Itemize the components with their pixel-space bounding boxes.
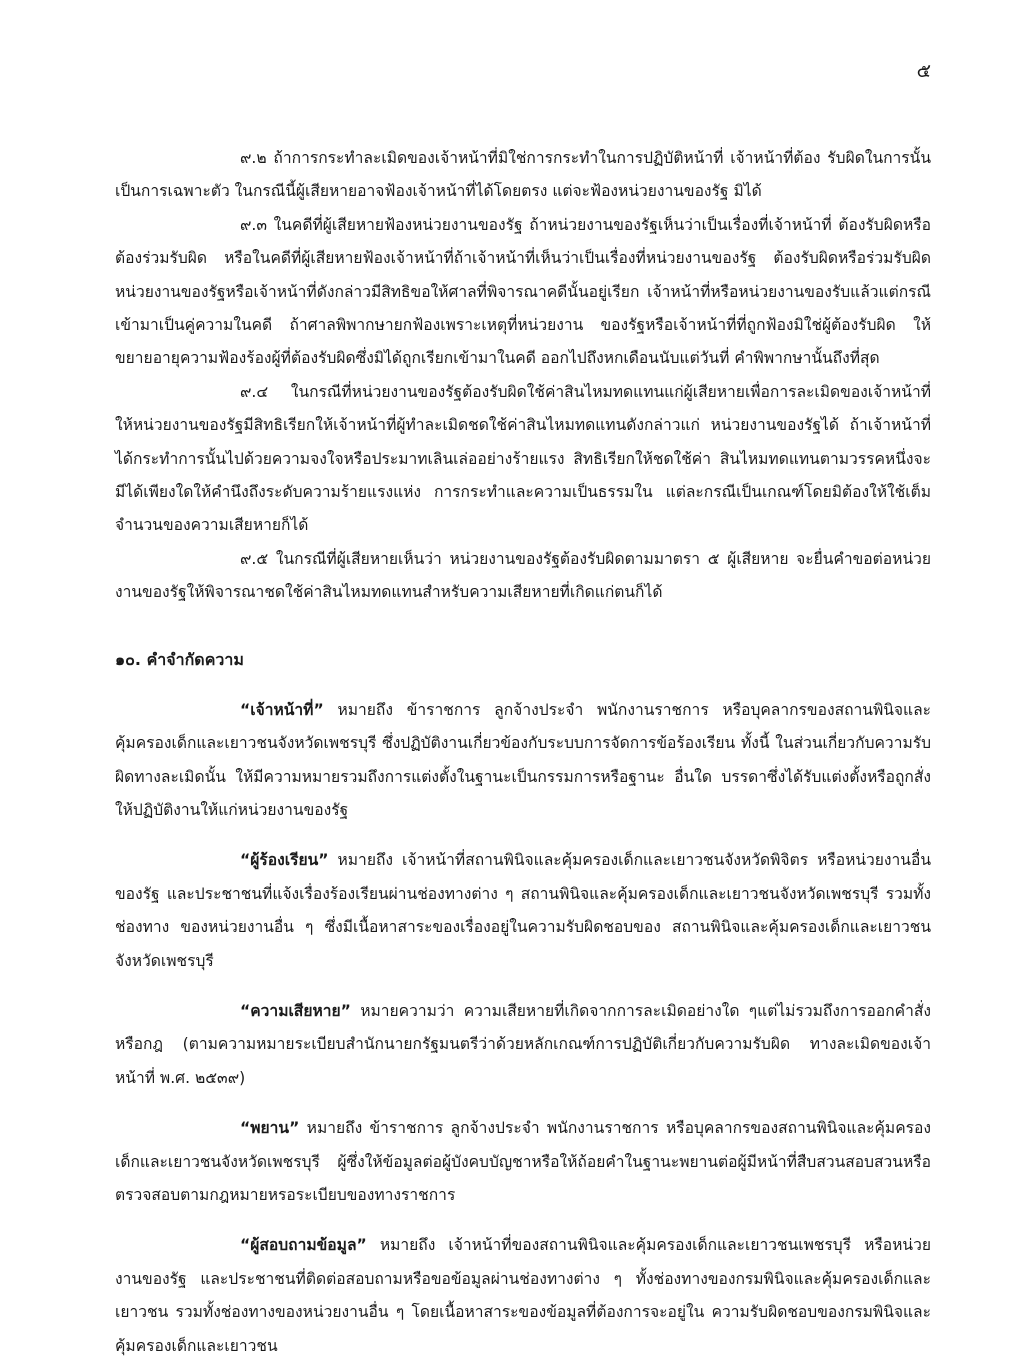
definition-damage — [115, 995, 931, 1095]
definition-text: หมายความว่า ความเสียหายที่เกิดจากการละเมิดอย่างใด ๆแต่ไม่รวมถึงการออกคำสั่งหรือกฎ (ตามความหมายระเบียบสำนักนายกรัฐมนตรีว่าด้วยหลักเกณฑ์การปฏิบัติเกี่ยวกับความรับผิด ทางละเมิดของเจ้าหน้าที่ พ.ศ. ๒๕๓๙) — [115, 1001, 931, 1087]
section-10-heading: ๑๐. คำจำกัดความ — [115, 649, 244, 669]
definition-text: หมายถึง ข้าราชการ ลูกจ้างประจำ พนักงานราชการ หรือบุคลากรของสถานพินิจและคุ้มครองเด็กและเยาวชนจังหวัดเพชรบุรี ผู้ซึ่งให้ข้อมูลต่อผู้บังคบบัญชาหรือให้ถ้อยคำในฐานะพยานต่อผู้มีหน้าที่สืบสวนสอบสวนหรือตรวจสอบตามกฎหมายหรอระเบียบของทางราชการ — [115, 1119, 931, 1204]
definition-text: หมายถึง ข้าราชการ ลูกจ้างประจำ พนักงานราชการ หรือบุคลากรของสถานพินิจและคุ้มครองเด็กและเยาวชนจังหวัดเพชรบุรี ซึ่งปฏิบัติงานเกี่ยวข้องกับระบบการจัดการข้อร้องเรียน ทั้งนี้ ในส่วนเกี่ยวกับความรับผิดทางละเมิดนั้น ให้มีความหมายรวมถึงการแต่งตั้งในฐานะเป็นกรรมการหรือฐานะ อื่นใด บรรดาซึ่งได้รับแต่งตั้งหรือถูกสั่งให้ปฏิบัติงานให้แก่หน่วยงานของรัฐ — [115, 700, 931, 819]
paragraph-9-2: ๙.๒ ถ้าการกระทำละเมิดของเจ้าหน้าที่มิใช่การกระทำในการปฏิบัติหน้าที่ เจ้าหน้าที่ต้อง รับผิดในการนั้นเป็นการเฉพาะตัว ในกรณีนี้ผู้เสียหายอาจฟ้องเจ้าหน้าที่ได้โดยตรง แต่จะฟ้องหน่วยงานของรัฐ มิได้ — [115, 149, 931, 201]
page-number: ๕ — [916, 60, 931, 82]
definition-officer — [115, 694, 931, 828]
definition-witness — [115, 1112, 931, 1212]
definition-term: “ความเสียหาย” — [240, 1001, 351, 1020]
definition-term: “ผู้สอบถามข้อมูล” — [240, 1236, 367, 1255]
definition-term: “พยาน” — [240, 1119, 300, 1138]
definition-term: “ผู้ร้องเรียน” — [240, 851, 329, 870]
paragraph-9-4: ๙.๔ ในกรณีที่หน่วยงานของรัฐต้องรับผิดใช้ค่าสินไหมทดแทนแก่ผู้เสียหายเพื่อการละเมิดของเจ้าหน้าที่ให้หน่วยงานของรัฐมีสิทธิเรียกให้เจ้าหน้าที่ผู้ทำละเมิดชดใช้ค่าสินไหมทดแทนดังกล่าวแก่ หน่วยงานของรัฐได้ ถ้าเจ้าหน้าที่ได้กระทำการนั้นไปด้วยความจงใจหรือประมาทเลินเล่ออย่างร้ายแรง สิทธิเรียกให้ชดใช้ค่า สินไหมทดแทนตามวรรคหนึ่งจะมีได้เพียงใดให้คำนึงถึงระดับความร้ายแรงแห่ง การกระทำและความเป็นธรรมใน แต่ละกรณีเป็นเกณฑ์โดยมิต้องให้ใช้เต็มจำนวนของความเสียหายก็ได้ — [115, 382, 931, 535]
definition-text: หมายถึง เจ้าหน้าที่สถานพินิจและคุ้มครองเด็กและเยาวชนจังหวัดพิจิตร หรือหน่วยงานอื่นของรัฐ และประชาชนที่แจ้งเรื่องร้องเรียนผ่านช่องทางต่าง ๆ สถานพินิจและคุ้มครองเด็กและเยาวชนจังหวัดเพชรบุรี รวมทั้งช่องทาง ของหน่วยงานอื่น ๆ ซึ่งมีเนื้อหาสาระของเรื่องอยู่ในความรับผิดชอบของ สถานพินิจและคุ้มครองเด็กและเยาวชนจังหวัดเพชรบุรี — [115, 851, 931, 970]
definition-complainant — [115, 844, 931, 978]
definition-text: หมายถึง เจ้าหน้าที่ของสถานพินิจและคุ้มครองเด็กและเยาวชนเพชรบุรี หรือหน่วยงานของรัฐ และประชาชนที่ติดต่อสอบถามหรือขอข้อมูลผ่านช่องทางต่าง ๆ ทั้งช่องทางของกรมพินิจและคุ้มครองเด็กและเยาวชน รวมทั้งช่องทางของหน่วยงานอื่น ๆ โดยเนื้อหาสาระของข้อมูลที่ต้องการจะอยู่ใน ความรับผิดชอบของกรมพินิจและคุ้มครองเด็กและเยาวชน — [115, 1236, 931, 1355]
paragraph-9-3: ๙.๓ ในคดีที่ผู้เสียหายฟ้องหน่วยงานของรัฐ ถ้าหน่วยงานของรัฐเห็นว่าเป็นเรื่องที่เจ้าหน้าที่ ต้องรับผิดหรือต้องร่วมรับผิด หรือในคดีที่ผู้เสียหายฟ้องเจ้าหน้าที่ถ้าเจ้าหน้าที่เห็นว่าเป็นเรื่องที่หน่วยงานของรัฐ ต้องรับผิดหรือร่วมรับผิด หน่วยงานของรัฐหรือเจ้าหน้าที่ดังกล่าวมีสิทธิขอให้ศาลที่พิจารณาคดีนั้นอยู่เรียก เจ้าหน้าที่หรือหน่วยงานของรับแล้วแต่กรณี เข้ามาเป็นคู่ความในคดี ถ้าศาลพิพากษายกฟ้องเพราะเหตุที่หน่วยงาน ของรัฐหรือเจ้าหน้าที่ที่ถูกฟ้องมิใช่ผู้ต้องรับผิด ให้ขยายอายุความฟ้องร้องผู้ที่ต้องรับผิดซึ่งมิได้ถูกเรียกเข้ามาในคดี ออกไปถึงหกเดือนนับแต่วันที่ คำพิพากษานั้นถึงที่สุด — [115, 215, 931, 368]
definition-term: “เจ้าหน้าที่” — [240, 700, 324, 719]
paragraph-9-5: ๙.๕ ในกรณีที่ผู้เสียหายเห็นว่า หน่วยงานของรัฐต้องรับผิดตามมาตรา ๕ ผู้เสียหาย จะยื่นคำขอต่อหน่วยงานของรัฐให้พิจารณาชดใช้ค่าสินไหมทดแทนสำหรับความเสียหายที่เกิดแก่ตนก็ได้ — [115, 549, 931, 602]
document-body — [115, 142, 931, 1363]
definition-inquirer — [115, 1229, 931, 1363]
